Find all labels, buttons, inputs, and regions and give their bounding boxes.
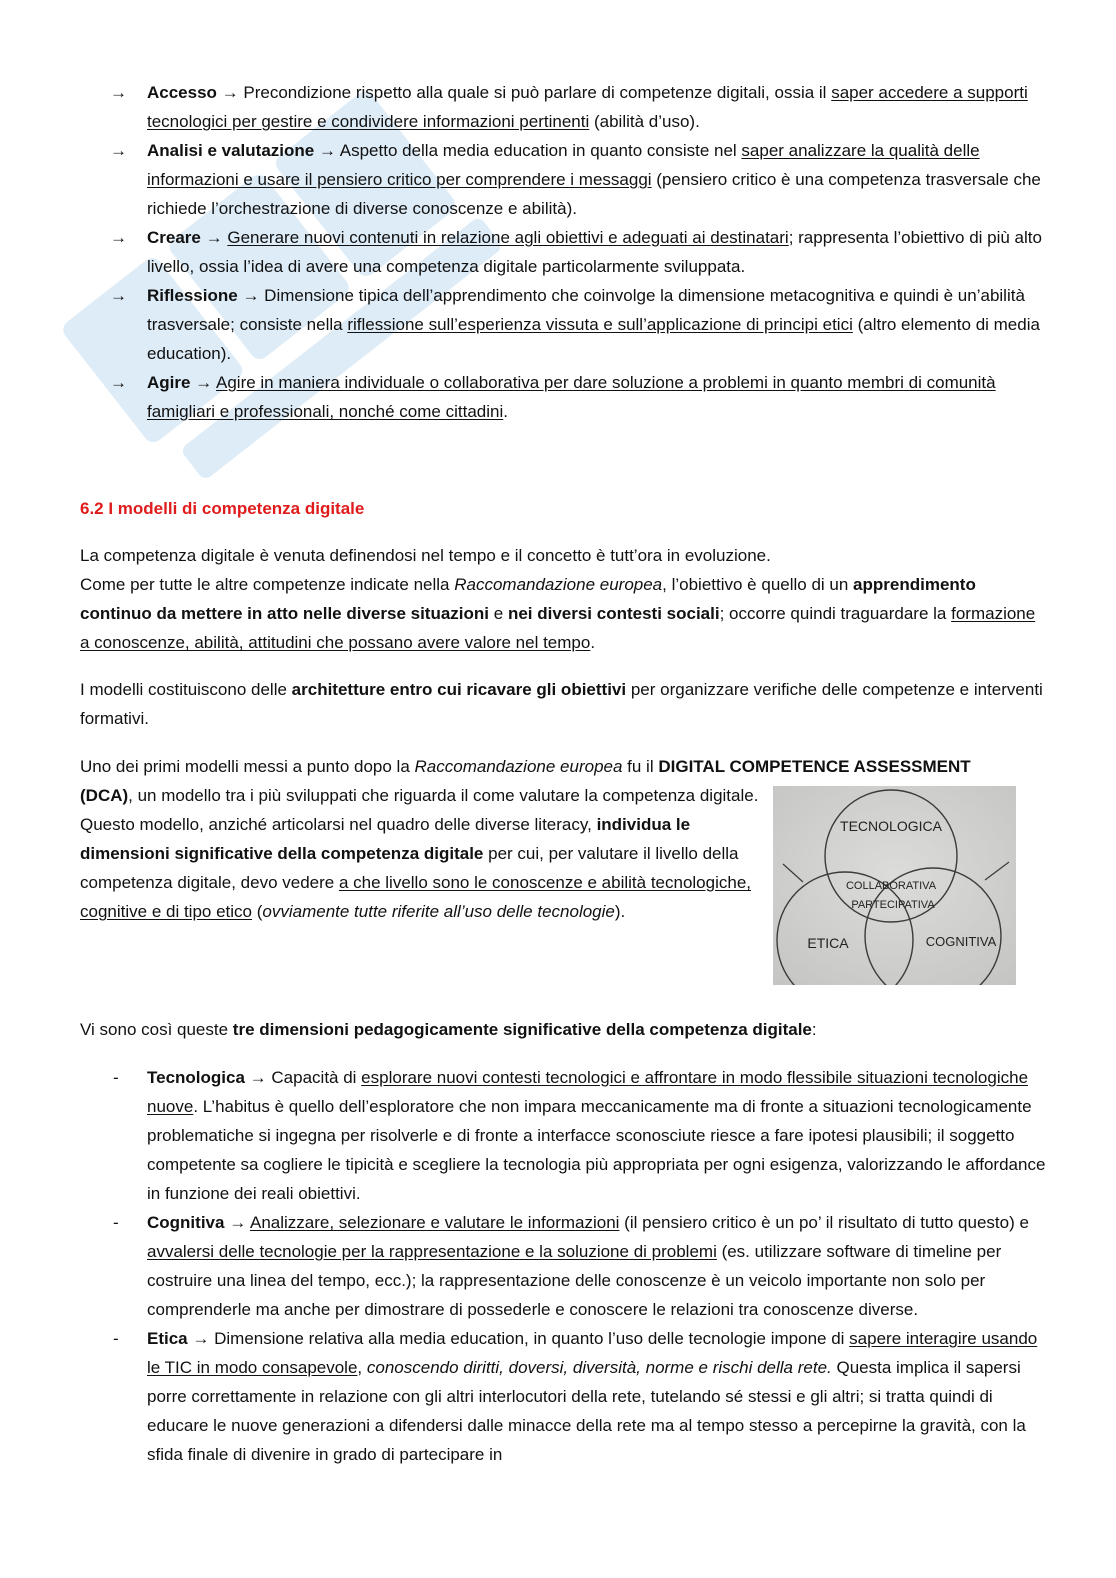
term-riflessione: Riflessione [147,286,238,305]
bold-text: DIGITAL COMPETENCE ASSESSMENT [658,757,971,776]
term-agire: Agire [147,373,191,392]
inline-arrow-icon: → [192,1329,210,1348]
label-tecnologica: TECNOLOGICA [840,818,942,834]
bold-text: nei diversi contesti sociali [507,604,720,623]
inline-arrow-icon: → [249,1068,267,1087]
text: Questa implica il sapersi porre correttamente in relazione con gli altri interlocutori della rete, tutelando sé stessi e gli altri; si tratta quindi di educare le nuove generazioni a difendersi dalle minacce della rete ma al tempo stesso a percepirne la gravità, con la sfida finale di divenire in grado di partecipare in [147,1358,1026,1464]
italic-text: Raccomandazione europea [454,575,663,594]
term-tecnologica: Tecnologica [147,1068,245,1087]
item-underlined: Agire in maniera individuale o collaborativa per dare soluzione a problemi in quanto membri di comunità famigliari e professionali, nonché come cittadini [147,373,996,421]
item-text: Dimensione tipica dell’apprendimento che coinvolge la dimensione metacognitiva e quindi è un’abilità trasversale; consiste nella [147,286,1025,334]
inline-arrow-icon: → [318,141,336,160]
text: Uno dei primi modelli messi a punto dopo la [80,757,415,776]
underlined-text: a che livello sono le conoscenze e abilità tecnologiche, cognitive e di tipo etico [80,873,751,921]
text: Dimensione relativa alla media education, in quanto l’uso delle tecnologie impone di [209,1329,850,1348]
underlined-text: esplorare nuovi contesti tecnologici e affrontare in modo flessibile situazioni tecnologiche nuove [147,1068,1029,1116]
bold-text: apprendimento continuo da mettere in atto nelle diverse situazioni [80,575,976,623]
paragraph-tre-dimensioni [80,1015,1045,1044]
item-text: (abilità d’uso). [589,112,700,131]
text: , [357,1358,367,1377]
label-collaborativa: COLLABORATIVA [845,880,937,892]
item-text: Precondizione rispetto alla quale si può parlare di competenze digitali, ossia il [238,83,832,102]
term-etica: Etica [147,1329,188,1348]
item-text: (pensiero critico è una competenza trasversale che richiede l’orchestrazione di diverse conoscenze e abilità). [147,170,1041,218]
text: Capacità di [266,1068,362,1087]
list-item-agire [110,368,1050,426]
arrow-bullet-list [110,78,1050,426]
bold-text: individua le dimensioni significative della competenza digitale [80,815,691,863]
text: ( [252,902,263,921]
item-underlined: Generare nuovi contenuti in relazione agli obiettivi e adeguati ai destinatari [227,228,789,247]
text: ; occorre quindi traguardare la [719,604,952,623]
inline-arrow-icon: → [229,1213,247,1232]
list-item-cognitiva [110,1208,1050,1324]
list-item-accesso [110,78,1050,136]
text: Come per tutte le altre competenze indicate nella [80,575,455,594]
list-item-riflessione [110,281,1050,368]
underlined-text: formazione a conoscenze, abilità, attitudini che possano avere valore nel tempo [80,604,1036,652]
bold-text: tre dimensioni pedagogicamente significative della competenza digitale [232,1020,812,1039]
italic-text: Raccomandazione europea [414,757,623,776]
text: ). [614,902,626,921]
venn-diagram-svg [773,786,1016,985]
text: I modelli costituiscono delle [80,680,292,699]
text: (es. utilizzare software di timeline per costruire una linea del tempo, ecc.); la rappresentazione delle conoscenze è un veicolo importante non solo per comprenderle ma anche per dimostrare di possederle e conoscere le relazioni tra conoscenze diverse. [147,1242,1002,1319]
inline-arrow-icon: → [221,83,239,102]
item-text: Aspetto della media education in quanto consiste nel [335,141,742,160]
paragraph-line [80,810,770,926]
text: (il pensiero critico è un po’ il risultato di tutto questo) e [619,1213,1029,1232]
item-text: ; rappresenta l’obiettivo di più alto livello, ossia l’idea di avere una competenza digitale particolarmente sviluppata. [147,228,1042,276]
text: : [811,1020,817,1039]
paragraph-line: La competenza digitale è venuta definendosi nel tempo e il concetto è tutt’ora in evoluzione. [80,546,771,565]
label-etica: ETICA [807,935,849,951]
term-cognitiva: Cognitiva [147,1213,225,1232]
term-analisi: Analisi e valutazione [147,141,315,160]
inline-arrow-icon: → [205,228,223,247]
italic-text: ovviamente tutte riferite all’uso delle tecnologie [262,902,615,921]
list-item-etica [110,1324,1050,1469]
text: per organizzare verifiche delle competenze e interventi formativi. [80,680,1043,728]
text: fu il [622,757,659,776]
list-item-analisi [110,136,1050,223]
paragraph-body [80,570,1045,657]
text: Vi sono così queste [80,1020,233,1039]
text: , l’obiettivo è quello di un [662,575,854,594]
arrow-bullet-icon: → [110,373,127,392]
paragraph-dca-first-line [80,752,1045,781]
bold-text: (DCA) [80,786,129,805]
text: . L’habitus è quello dell’esploratore che non impara meccanicamente ma di fronte a situazioni tecnologicamente problematiche si ingegna per risolverle e di fronte a interfacce sconosciute riesce a fare ipotesi plausibili; il soggetto competente sa cogliere le tipicità e scegliere la tecnologia più appropriata per ogni esigenza, valorizzando le affordance in funzione dei reali obiettivi. [147,1097,1046,1203]
term-creare: Creare [147,228,201,247]
dash-bullet: - [113,1213,119,1232]
underlined-text: Analizzare, selezionare e valutare le informazioni [249,1213,620,1232]
underlined-text: sapere interagire usando le TIC in modo consapevole [147,1329,1038,1377]
bold-text: architetture entro cui ricavare gli obiettivi [291,680,627,699]
paragraph-dca-body [80,781,770,926]
inline-arrow-icon: → [195,373,213,392]
item-text: (altro elemento di media education). [147,315,1040,363]
text: per cui, per valutare il livello della competenza digitale, devo vedere [80,844,739,892]
dash-bullet: - [113,1329,119,1348]
italic-text: conoscendo diritti, doversi, diversità, norme e rischi della rete. [366,1358,832,1377]
arrow-bullet-icon: → [110,286,127,305]
label-cognitiva: COGNITIVA [925,934,997,949]
paragraph-intro [80,541,1045,657]
label-partecipativa: PARTECIPATIVA [851,899,935,911]
text: , un modello tra i più sviluppati che riguarda il come valutare la competenza digitale. [128,786,759,805]
list-item-creare [110,223,1050,281]
list-item-tecnologica [110,1063,1050,1208]
inline-arrow-icon: → [242,286,260,305]
text: Questo modello, anziché articolarsi nel quadro delle diverse literacy, [80,815,597,834]
text: . [590,633,596,652]
dca-venn-diagram [773,786,1016,985]
arrow-bullet-icon: → [110,141,127,160]
paragraph-modelli [80,675,1045,733]
underlined-text: avvalersi delle tecnologie per la rappresentazione e la soluzione di problemi [147,1242,717,1261]
item-underlined: riflessione sull’esperienza vissuta e sull’applicazione di principi etici [347,315,853,334]
arrow-bullet-icon: → [110,228,127,247]
dash-bullet: - [113,1068,119,1087]
section-heading: 6.2 I modelli di competenza digitale [80,499,365,518]
arrow-bullet-icon: → [110,83,127,102]
paragraph-line [80,781,770,810]
item-underlined: saper analizzare la qualità delle informazioni e usare il pensiero critico per comprendere i messaggi [147,141,980,189]
dimensions-list [110,1063,1050,1469]
item-underlined: saper accedere a supporti tecnologici per gestire e condividere informazioni pertinenti [147,83,1028,131]
item-text: . [503,402,508,421]
text: e [489,604,508,623]
term-accesso: Accesso [147,83,217,102]
